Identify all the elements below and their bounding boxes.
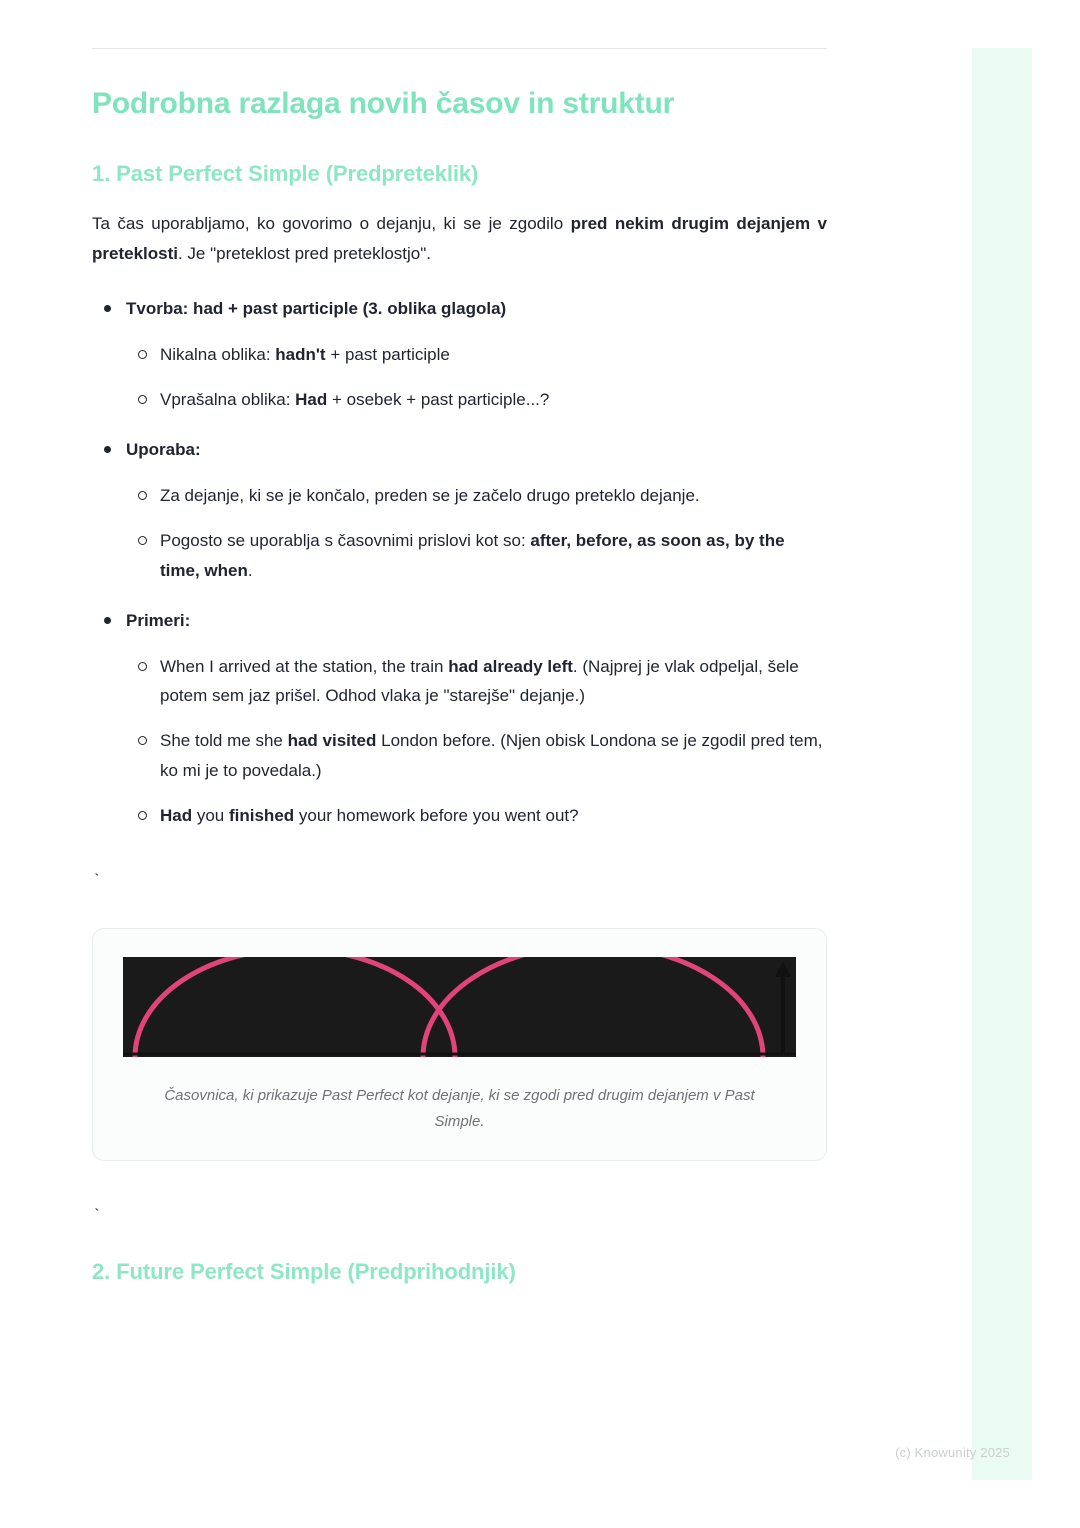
timeline-figure-image xyxy=(123,957,796,1057)
sub-text: you xyxy=(192,805,229,825)
timeline-diagram xyxy=(123,957,796,1057)
list-item xyxy=(126,801,827,830)
intro-text-2: pred nekim drugim dejanjem v preteklosti xyxy=(92,213,828,263)
list-item xyxy=(126,526,827,584)
code-marker-bottom: ` xyxy=(92,1207,102,1226)
section-heading-past-perfect: 1. Past Perfect Simple (Predpreteklik) xyxy=(92,160,479,186)
figure-caption: Časovnica, ki prikazuje Past Perfect kot dejanje, ki se zgodi pred drugim dejanjem v Past Simple. xyxy=(164,1087,755,1130)
code-marker-top: ` xyxy=(92,872,102,891)
sub-text-bold: after, before, as soon as, by the time, when xyxy=(160,531,785,580)
sub-text-bold: had visited xyxy=(287,731,377,751)
list-item xyxy=(126,652,827,710)
top-divider xyxy=(92,48,827,49)
list-item xyxy=(126,726,827,784)
list-item xyxy=(92,295,827,414)
figure-card xyxy=(92,928,827,1161)
sub-list-primeri xyxy=(126,652,827,830)
list-item xyxy=(126,340,827,369)
section-heading-future-perfect: 2. Future Perfect Simple (Predprihodnjik) xyxy=(92,1259,516,1285)
sub-text-bold: finished xyxy=(228,805,295,825)
sub-text: Vprašalna oblika: xyxy=(160,390,296,410)
page-title: Podrobna razlaga novih časov in struktur xyxy=(92,87,675,120)
sub-list-uporaba xyxy=(126,481,827,585)
intro-text-3: . Je "preteklost pred preteklostjo". xyxy=(177,243,432,263)
sub-text: When I arrived at the station, the train xyxy=(160,656,449,676)
copyright-notice: (c) Knowunity 2025 xyxy=(895,1445,1010,1460)
content-list xyxy=(92,295,827,830)
sub-text: Za dejanje, ki se je končalo, preden se je začelo drugo preteklo dejanje. xyxy=(160,486,700,506)
sub-text: Nikalna oblika: xyxy=(160,344,276,364)
sub-text: + past participle xyxy=(325,344,450,364)
sub-text: your homework before you went out? xyxy=(294,805,579,825)
bullet-label-uporaba: Uporaba: xyxy=(126,440,201,460)
list-item xyxy=(92,607,827,830)
sub-text-bold: Had xyxy=(160,805,193,825)
sub-text-bold: Had xyxy=(295,390,328,410)
sub-text: . (Najprej je vlak odpeljal, šele potem sem jaz prišel. Odhod vlaka je "starejše" dejanje.) xyxy=(160,656,799,706)
list-item xyxy=(126,385,827,414)
bullet-label-primeri: Primeri: xyxy=(126,610,191,630)
sub-text-bold: hadn't xyxy=(275,344,326,364)
bullet-label-tvorba: Tvorba: had + past participle (3. oblika glagola) xyxy=(126,299,507,318)
section-intro-paragraph xyxy=(92,209,827,270)
sub-text: . xyxy=(247,560,253,580)
sub-text: + osebek + past participle...? xyxy=(327,390,550,410)
list-item xyxy=(92,436,827,585)
sub-text-bold: had already left xyxy=(448,656,573,676)
sub-text: She told me she xyxy=(160,731,288,751)
intro-text-1: Ta čas uporabljamo, ko govorimo o dejanju, ki se je zgodilo xyxy=(92,213,571,233)
list-item xyxy=(126,481,827,510)
sub-list-tvorba xyxy=(126,340,827,414)
sub-text: London before. (Njen obisk Londona se je zgodil pred tem, ko mi je to povedala.) xyxy=(160,731,823,780)
sub-text: Pogosto se uporablja s časovnimi prislovi kot so: xyxy=(160,531,531,551)
